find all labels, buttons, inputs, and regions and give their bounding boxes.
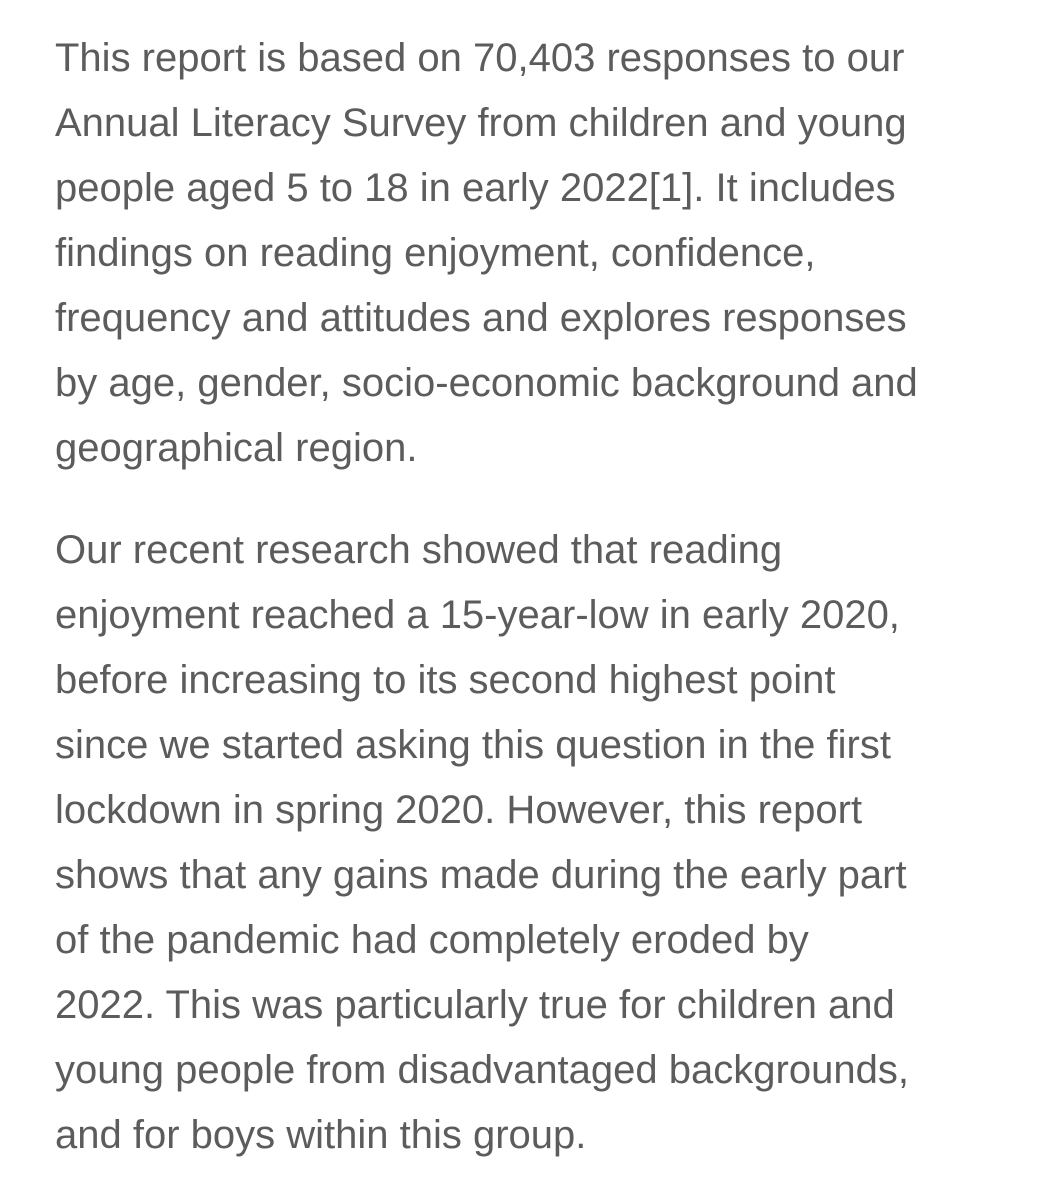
text-line: by age, gender, socio-economic background and <box>55 361 918 405</box>
text-line: lockdown in spring 2020. However, this report <box>55 788 863 832</box>
text-line: since we started asking this question in the first <box>55 723 891 767</box>
article-body <box>55 26 1015 1157</box>
text-line: This report is based on 70,403 responses to our <box>55 36 905 80</box>
text-line: 2022. This was particularly true for children and <box>55 983 895 1027</box>
text-line: before increasing to its second highest point <box>55 658 836 702</box>
text-line: enjoyment reached a 15-year-low in early 2020, <box>55 593 900 637</box>
paragraph-intro <box>55 26 1015 481</box>
text-line: frequency and attitudes and explores responses <box>55 296 907 340</box>
text-line: and for boys within this group. <box>55 1113 587 1157</box>
text-line: of the pandemic had completely eroded by <box>55 918 809 962</box>
text-line: geographical region. <box>55 426 418 470</box>
text-line: findings on reading enjoyment, confidence, <box>55 231 816 275</box>
text-line: people aged 5 to 18 in early 2022[1]. It includes <box>55 166 896 210</box>
text-line: shows that any gains made during the early part <box>55 853 907 897</box>
paragraph-research <box>55 518 909 1168</box>
text-line: young people from disadvantaged backgrounds, <box>55 1048 909 1092</box>
text-line: Our recent research showed that reading <box>55 528 783 572</box>
text-line: Annual Literacy Survey from children and young <box>55 101 907 145</box>
